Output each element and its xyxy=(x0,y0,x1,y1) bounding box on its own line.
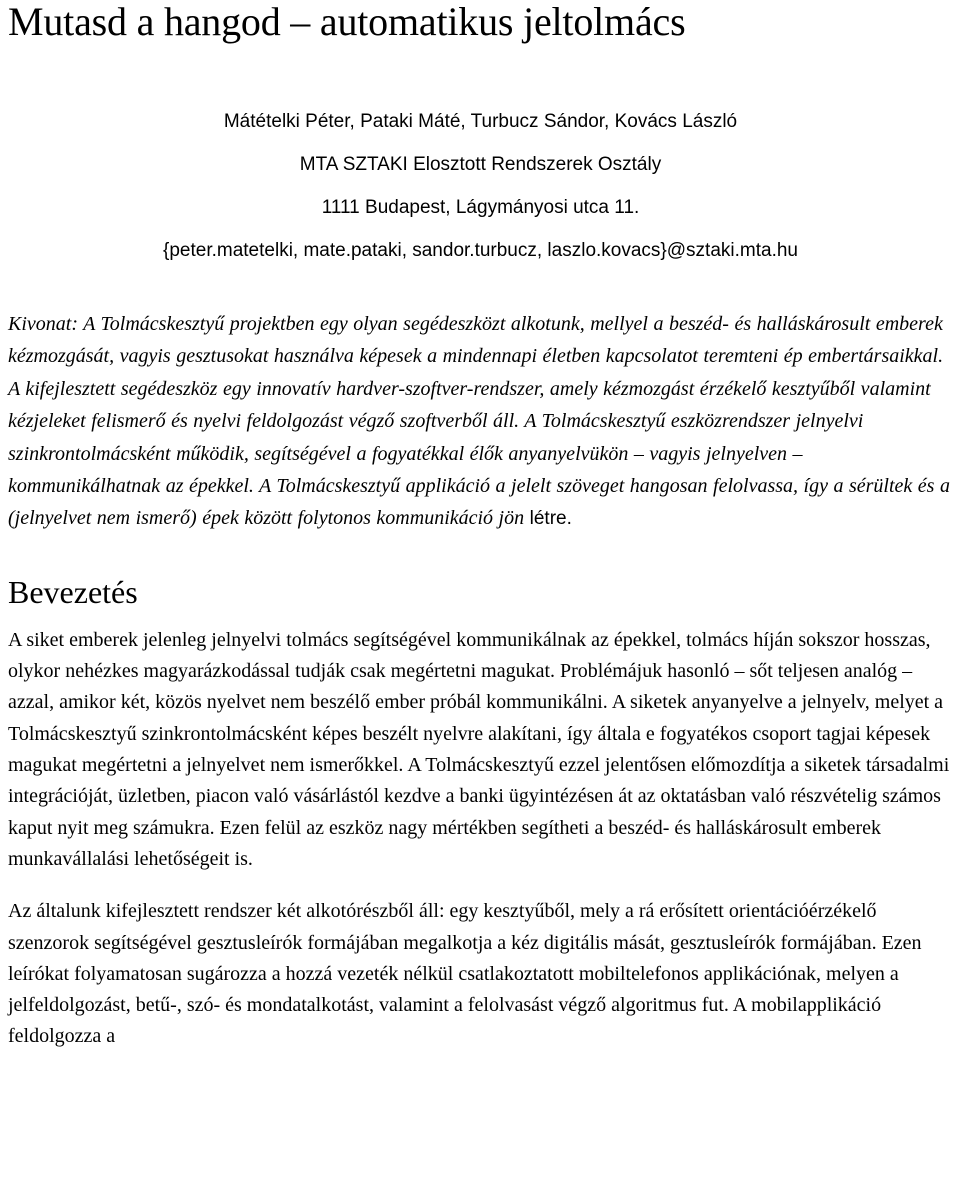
document-page xyxy=(8,0,954,1053)
author-names: Mátételki Péter, Pataki Máté, Turbucz Sándor, Kovács László xyxy=(223,111,738,132)
body-paragraph-2: Az általunk kifejlesztett rendszer két alkotórészből áll: egy kesztyűből, mely a rá erősített orientációérzékelő szenzorok segítségével gesztusleírók formájában megalkotja a kéz digitális mását, gesztusleírók formájában. Ezen leírókat folyamatosan sugározza a hozzá vezeték nélkül csatlakoztatott mobiltelefonos applikációnak, melyen a jelfeldolgozást, betű-, szó- és mondatalkotást, valamint a felolvasást végző algoritmus fut. A mobilapplikáció feldolgozza a xyxy=(8,900,922,1048)
abstract-tail: létre. xyxy=(529,508,572,530)
section-heading: Bevezetés xyxy=(8,573,138,610)
paper-title: Mutasd a hangod – automatikus jeltolmács xyxy=(8,0,686,44)
author-address: 1111 Budapest, Lágymányosi utca 11. xyxy=(321,197,640,218)
body-paragraph-1: A siket emberek jelenleg jelnyelvi tolmács segítségével kommunikálnak az épekkel, tolmács híján sokszor hosszas, olykor nehézkes magyarázkodással tudják csak megértetni magukat. Problémájuk hasonló – sőt teljesen analóg – azzal, amikor két, közös nyelvet nem beszélő ember próbál kommunikálni. A siketek anyanyelve a jelnyelv, melyet a Tolmácskesztyű szinkrontolmácsként képes beszélt nyelvre alakítani, így általa e fogyatékos csoport tagjai képesek magukat megértetni a jelnyelvet nem ismerőkkel. A Tolmácskesztyű ezzel jelentősen előmozdítja a siketek társadalmi integrációját, üzletben, piacon való vásárlástól kezdve a banki ügyintézésen át az oktatásban való részvételig számos kaput nyit meg számukra. Ezen felül az eszköz nagy mértékben segítheti a beszéd- és halláskárosult emberek munkavállalási lehetőségeit is. xyxy=(8,628,950,870)
abstract-body: : A Tolmácskesztyű projektben egy olyan segédeszközt alkotunk, mellyel a beszéd- és halláskárosult emberek kézmozgását, vagyis gesztusokat használva képesek a mindennapi életben kapcsolatot teremteni ép embertársaikkal. A kifejlesztett segédeszköz egy innovatív hardver-szoftver-rendszer, amely kézmozgást érzékelő kesztyűből valamint kézjeleket felismerő és nyelvi feldolgozást végző szoftverből áll. A Tolmácskesztyű eszközrendszer jelnyelvi szinkrontolmácsként működik, segítségével a fogyatékkal élők anyanyelvükön – vagyis jelnyelven – kommunikálhatnak az épekkel. A Tolmácskesztyű applikáció a jelelt szöveget hangosan felolvassa, így a sérültek és a (jelnyelvet nem ismerő) épek között folytonos kommunikáció jön xyxy=(8,313,950,530)
author-emails: {peter.matetelki, mate.pataki, sandor.turbucz, laszlo.kovacs}@sztaki.mta.hu xyxy=(163,240,798,261)
author-block xyxy=(8,100,953,272)
abstract xyxy=(8,308,954,536)
author-affiliation: MTA SZTAKI Elosztott Rendszerek Osztály xyxy=(299,154,662,175)
abstract-label: Kivonat xyxy=(8,313,72,335)
